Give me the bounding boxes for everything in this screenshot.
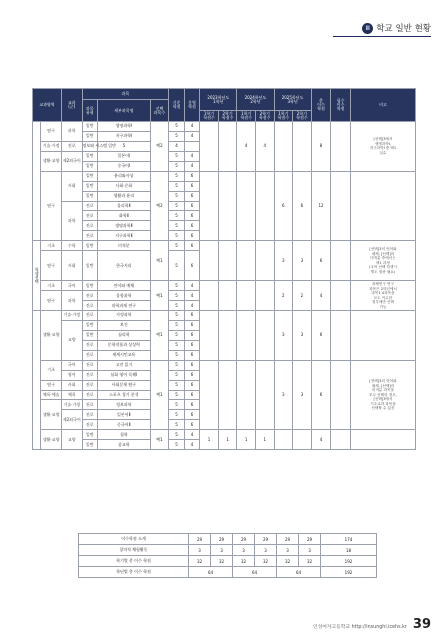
elective-cell: 택1 (150, 281, 169, 311)
credit-cell: 3 (274, 241, 293, 281)
area-cell: 탐구 (41, 251, 62, 281)
summary-label: 학기별 총 이수 학점 (79, 556, 189, 567)
op-credit-cell: 6 (184, 420, 199, 430)
curriculum-cell: 기술·가정 (61, 400, 82, 410)
area-cell: 생활·교양 (41, 311, 62, 361)
header-rule (333, 36, 431, 37)
type-cell: 진로 (61, 141, 82, 151)
subject-cell: 언어와 매체 (98, 281, 151, 291)
op-credit-cell: 4 (184, 430, 199, 440)
subject-cell: 고전 읽기 (98, 360, 151, 370)
op-credit-cell: 6 (184, 410, 199, 420)
credit-cell (218, 311, 237, 361)
required-credit-cell (331, 311, 351, 361)
total-credit-cell: 8 (311, 122, 331, 172)
th-sem1: 1학기 학점수 (200, 111, 219, 122)
subject-cell: 생활과 윤리 (98, 191, 151, 201)
elective-cell: 택2 (150, 171, 169, 241)
base-credit-cell: 5 (169, 370, 184, 380)
th-sem2: 2학기 학점수 (218, 111, 237, 122)
remark-cell (350, 311, 415, 361)
type-cell: 진로 (82, 231, 97, 241)
op-credit-cell: 6 (184, 241, 199, 251)
curriculum-cell: 사회 (61, 380, 82, 390)
credit-cell (255, 311, 274, 361)
subject-cell: 스포츠 경기 분석 (98, 390, 151, 400)
area-cell: 기술·가정 (41, 141, 62, 151)
type-cell: 일반 (82, 241, 97, 251)
th-base-credits: 기준 학점 (169, 89, 184, 122)
subject-cell: 심화 영어 독해Ⅰ (98, 370, 151, 380)
th-elective-count: 선택 과목수 (150, 100, 169, 122)
curriculum-cell: 과학 (61, 201, 82, 241)
op-credit-cell: 4 (184, 291, 199, 301)
summary-label: 학년별 총 이수 학점 (79, 567, 189, 578)
credit-cell (237, 171, 256, 241)
op-credit-cell: 6 (184, 350, 199, 360)
summary-value: 32 (211, 556, 233, 567)
area-cell: 탐구 (41, 380, 62, 390)
required-credit-cell (331, 171, 351, 241)
summary-row (79, 545, 377, 556)
remark-cell: [선택]3의 언어와 매체, [선택]의 미적분 과목을 모두 선택한 경우, [선택]3에서 기초교과 과목을 선택할 수 있음 (350, 360, 415, 430)
elective-cell: 택2 (150, 122, 169, 172)
subject-cell: 미적분 (98, 241, 151, 251)
table-row (33, 360, 416, 370)
summary-total: 192 (321, 556, 377, 567)
base-credit-cell: 5 (169, 410, 184, 420)
credit-cell: 1 (218, 430, 237, 450)
base-credit-cell: 5 (169, 211, 184, 221)
op-credit-cell: 6 (184, 390, 199, 400)
student-choice-label: 학생 선택 (33, 241, 41, 311)
required-credit-cell (331, 241, 351, 281)
base-credit-cell: 5 (169, 360, 184, 370)
op-credit-cell: 4 (169, 141, 184, 151)
th-sem1: 1학기 학점수 (237, 111, 256, 122)
th-sem1: 1학기 학점수 (274, 111, 293, 122)
op-credit-cell: 6 (184, 360, 199, 370)
subject-cell: 보건 (98, 320, 151, 330)
base-credit-cell: 5 (98, 141, 151, 151)
credit-cell: 4 (237, 122, 256, 172)
credit-cell: 3 (293, 241, 312, 281)
type-cell: 진로 (82, 390, 97, 400)
base-credit-cell: 5 (169, 291, 184, 301)
base-credit-cell: 5 (169, 350, 184, 360)
type-cell: 일반 (82, 440, 97, 450)
page-section-header (362, 20, 431, 36)
type-cell: 진로 (82, 410, 97, 420)
curriculum-cell: 제2외국어 (61, 151, 82, 171)
curriculum-cell: 제2외국어 (61, 410, 82, 430)
base-credit-cell: 5 (169, 131, 184, 141)
base-credit-cell: 5 (169, 390, 184, 400)
type-cell: 진로 (82, 420, 97, 430)
summary-value: 29 (211, 534, 233, 545)
credit-cell (218, 241, 237, 281)
area-cell: 체육·예술 (41, 390, 62, 400)
op-credit-cell: 6 (184, 320, 199, 330)
type-cell: 일반 (82, 330, 97, 340)
th-sem2: 2학기 학점수 (293, 111, 312, 122)
th-sem2: 2학기 학점수 (255, 111, 274, 122)
type-cell: 일반 (82, 122, 97, 132)
summary-row (79, 534, 377, 545)
base-credit-cell: 5 (169, 281, 184, 291)
type-cell: 일반 (82, 251, 97, 281)
subject-cell: 일본어Ⅱ (98, 410, 151, 420)
credit-cell: 6 (293, 171, 312, 241)
th-area: 교과영역 (33, 89, 62, 122)
subject-cell: 가정과학 (98, 311, 151, 321)
subject-cell: 심리학 (98, 330, 151, 340)
base-credit-cell: 5 (169, 251, 184, 281)
summary-value: 3 (211, 545, 233, 556)
subject-cell: 사회문제 탐구 (98, 380, 151, 390)
curriculum-table (32, 88, 416, 450)
base-credit-cell: 5 (169, 171, 184, 181)
op-credit-cell: 4 (184, 131, 199, 141)
curriculum-cell: 과학 (61, 291, 82, 311)
op-credit-cell: 6 (184, 311, 199, 321)
curriculum-cell: 기술·가정 (61, 311, 82, 321)
summary-value: 3 (299, 545, 321, 556)
base-credit-cell: 5 (169, 241, 184, 251)
summary-value: 29 (255, 534, 277, 545)
table-row (33, 171, 416, 181)
elective-cell: 택1 (150, 311, 169, 361)
credit-cell: 2 (274, 281, 293, 311)
credit-cell (255, 281, 274, 311)
type-cell: 진로 (82, 350, 97, 360)
page-number: 39 (412, 617, 431, 632)
base-credit-cell: 5 (169, 191, 184, 201)
base-credit-cell: 5 (169, 161, 184, 171)
type-cell: 일반 (82, 151, 97, 161)
area-cell: 기초 (41, 360, 62, 380)
credit-cell: 3 (293, 311, 312, 361)
th-remarks: 비고 (350, 89, 415, 122)
subject-cell: 융합과학 (98, 291, 151, 301)
subject-cell: 과학과제 연구 (98, 301, 151, 311)
op-credit-cell: 6 (184, 340, 199, 350)
subject-cell: 윤리와사상 (98, 171, 151, 181)
op-credit-cell: 6 (184, 330, 199, 340)
remark-cell (350, 430, 415, 450)
type-cell: 진로 (82, 380, 97, 390)
remark-cell: [선택]3에서 생명과학Ⅰ, 지구과학Ⅰ 중 택1 일수 (350, 122, 415, 172)
credit-cell (200, 281, 219, 311)
type-cell: 일반 (82, 281, 97, 291)
curriculum-cell: 국어 (61, 360, 82, 370)
base-credit-cell: 5 (169, 231, 184, 241)
op-credit-cell: 4 (184, 301, 199, 311)
base-credit-cell: 5 (169, 151, 184, 161)
area-cell: 탐구 (41, 291, 62, 311)
op-credit-cell: 6 (184, 251, 199, 281)
area-cell: 생활·교양 (41, 400, 62, 430)
section-number-badge: Ⅲ (362, 23, 373, 34)
elective-cell: 택1 (150, 430, 169, 450)
subject-cell: 중국어Ⅱ (98, 420, 151, 430)
required-credit-cell (331, 360, 351, 430)
area-cell: 기초 (41, 241, 62, 251)
summary-value: 3 (189, 545, 211, 556)
op-credit-cell: 6 (184, 380, 199, 390)
subject-cell: 지구과학Ⅰ (98, 131, 151, 141)
summary-value: 29 (189, 534, 211, 545)
credit-cell: 2 (293, 281, 312, 311)
credit-cell (218, 281, 237, 311)
total-credit-cell: 6 (311, 311, 331, 361)
subject-cell: 정보과학 (98, 400, 151, 410)
area-cell: 탐구 (41, 122, 62, 142)
op-credit-cell: 4 (184, 281, 199, 291)
subject-cell: 세계시민교육 (98, 350, 151, 360)
th-required-credits: 필수 이수 학점 (331, 89, 351, 122)
page-footer (313, 617, 431, 632)
base-credit-cell: 5 (169, 330, 184, 340)
curriculum-cell: 사회 (61, 251, 82, 281)
elective-cell: 택1 (150, 360, 169, 430)
subject-cell: 생명과학Ⅰ (98, 122, 151, 132)
credit-cell: 1 (255, 430, 274, 450)
summary-value: 3 (233, 545, 255, 556)
type-cell: 진로 (82, 370, 97, 380)
total-credit-cell: 4 (311, 281, 331, 311)
credit-cell (237, 281, 256, 311)
curriculum-cell: 교양 (61, 430, 82, 450)
summary-total: 18 (321, 545, 377, 556)
base-credit-cell: 5 (169, 301, 184, 311)
credit-cell: 1 (200, 430, 219, 450)
required-credit-cell (331, 430, 351, 450)
subject-cell: 한국지리 (98, 251, 151, 281)
summary-value: 3 (255, 545, 277, 556)
curriculum-cell: 수학 (61, 241, 82, 251)
credit-cell (274, 430, 293, 450)
credit-cell (255, 171, 274, 241)
op-credit-cell: 4 (184, 151, 199, 161)
credit-cell (255, 241, 274, 281)
type-cell: 일반 (82, 131, 97, 141)
type-cell: 일반 (82, 430, 97, 440)
credit-cell (274, 122, 293, 172)
table-row (33, 281, 416, 291)
th-year-2025: 2025학년도 3학년 (274, 89, 311, 111)
total-credit-cell: 6 (311, 241, 331, 281)
th-detail-subject: 세부과목명 (98, 100, 151, 122)
th-total-credits: 총 이수 학점 (311, 89, 331, 122)
required-credit-cell (331, 281, 351, 311)
subject-cell: 물리학Ⅱ (98, 201, 151, 211)
op-credit-cell: 6 (184, 221, 199, 231)
curriculum-cell: 사회 (61, 171, 82, 201)
credit-cell (237, 311, 256, 361)
credit-cell: 1 (237, 430, 256, 450)
total-credit-cell: 12 (311, 171, 331, 241)
credit-cell: 3 (293, 360, 312, 430)
side-spacer (33, 122, 41, 241)
type-cell: 일반 (82, 181, 97, 191)
remark-cell: 과제연구 연구 과목은 2학년에서 과목1 4과목을 모두 이수한 경우에만 선택 가능 (350, 281, 415, 311)
curriculum-cell: 국어 (61, 281, 82, 291)
op-credit-cell: 6 (184, 400, 199, 410)
credit-cell (218, 360, 237, 430)
subject-cell: 일본어Ⅰ (98, 151, 151, 161)
op-credit-cell: 6 (184, 211, 199, 221)
summary-value: 29 (233, 534, 255, 545)
summary-row (79, 556, 377, 567)
subject-cell: 화학Ⅱ (98, 211, 151, 221)
op-credit-cell: 6 (184, 171, 199, 181)
op-credit-cell: 4 (184, 440, 199, 450)
table-row (33, 430, 416, 440)
summary-value: 32 (299, 556, 321, 567)
base-credit-cell: 5 (169, 440, 184, 450)
summary-row (79, 567, 377, 578)
total-credit-cell: 4 (311, 430, 331, 450)
op-credit-cell: 6 (184, 181, 199, 191)
table-row (33, 311, 416, 321)
base-credit-cell: 5 (169, 430, 184, 440)
op-credit-cell: 6 (184, 191, 199, 201)
remark-cell: [선택]3의 언어와 매체, [선택]의 미적분 중에서는 택1 과정 (국어 선택 학생시 별도 집중 필요) (350, 241, 415, 281)
type-cell: 진로 (82, 221, 97, 231)
required-credit-cell (331, 122, 351, 172)
type-cell: 일반 (82, 191, 97, 201)
subject-cell: 종교학 (98, 440, 151, 450)
th-subject: 과목 (82, 89, 169, 100)
type-cell: 진로 (82, 360, 97, 370)
summary-label: 창의적 체험활동 (79, 545, 189, 556)
curriculum-cell: 과학 (61, 122, 82, 142)
summary-value: 29 (299, 534, 321, 545)
base-credit-cell: 5 (169, 311, 184, 321)
summary-label: 이수학점 소계 (79, 534, 189, 545)
th-curriculum: 교과 (군) (61, 89, 82, 122)
credit-cell: 3 (274, 311, 293, 361)
base-credit-cell: 5 (169, 221, 184, 231)
th-subject-type: 과목 유형 (82, 100, 97, 122)
area-cell: 기초 (41, 281, 62, 291)
side-spacer (33, 311, 41, 450)
area-cell: 생활·교양 (41, 430, 62, 450)
subject-cell: 사회·문화 (98, 181, 151, 191)
base-credit-cell: 5 (169, 400, 184, 410)
subject-cell: 생명과학Ⅱ (98, 221, 151, 231)
type-cell: 진로 (82, 211, 97, 221)
op-credit-cell: 6 (184, 231, 199, 241)
credit-cell (218, 122, 237, 172)
summary-value: 32 (277, 556, 299, 567)
area-cell: 생활·교양 (41, 151, 62, 171)
credit-cell (200, 171, 219, 241)
curriculum-cell: 영어 (61, 370, 82, 380)
table-row (33, 241, 416, 251)
type-cell: 진로 (82, 400, 97, 410)
curriculum-cell: 교양 (61, 320, 82, 360)
th-op-credits: 운영 학점 (184, 89, 199, 122)
credit-cell (200, 360, 219, 430)
section-title: 학교 일반 현황 (376, 24, 431, 34)
credit-cell (293, 122, 312, 172)
th-year-2023: 2023학년도 1학년 (200, 89, 237, 111)
type-cell: 일반 (82, 161, 97, 171)
type-cell: 진로 (82, 340, 97, 350)
credit-cell (237, 241, 256, 281)
summary-total: 174 (321, 534, 377, 545)
credit-cell (237, 360, 256, 430)
summary-value: 64 (233, 567, 277, 578)
summary-value: 32 (255, 556, 277, 567)
credit-cell (218, 171, 237, 241)
summary-value: 64 (189, 567, 233, 578)
remark-cell (350, 171, 415, 241)
op-credit-cell: 4 (184, 122, 199, 132)
credit-cell (255, 360, 274, 430)
summary-value: 3 (277, 545, 299, 556)
table-row (33, 122, 416, 132)
credit-cell: 3 (274, 360, 293, 430)
subject-cell: 철학 (98, 430, 151, 440)
elective-cell: 택1 (150, 241, 169, 281)
subject-cell: 문학작품과 상상력 (98, 340, 151, 350)
area-cell: 탐구 (41, 171, 62, 241)
type-cell: 일반 (82, 320, 97, 330)
credit-cell: 4 (255, 122, 274, 172)
op-credit-cell: 6 (184, 370, 199, 380)
credit-cell: 6 (274, 171, 293, 241)
type-cell: 진로 (82, 301, 97, 311)
th-year-2024: 2024학년도 2학년 (237, 89, 274, 111)
summary-value: 32 (233, 556, 255, 567)
base-credit-cell: 5 (169, 122, 184, 132)
curriculum-cell: 체육 (61, 390, 82, 400)
type-cell: 진로 (82, 311, 97, 321)
subject-cell: 지구과학Ⅱ (98, 231, 151, 241)
base-credit-cell: 5 (169, 380, 184, 390)
base-credit-cell: 5 (169, 201, 184, 211)
type-cell: 일반 (82, 171, 97, 181)
base-credit-cell: 5 (169, 340, 184, 350)
summary-value: 29 (277, 534, 299, 545)
subject-cell: 중국어Ⅰ (98, 161, 151, 171)
credit-cell (200, 311, 219, 361)
credit-summary-table (78, 533, 377, 578)
base-credit-cell: 5 (169, 181, 184, 191)
type-cell: 진로 (82, 201, 97, 211)
summary-value: 32 (189, 556, 211, 567)
op-credit-cell: 4 (184, 161, 199, 171)
school-website-link[interactable]: 인성여자고등학교 http://insunghi.icehs.kr (312, 625, 407, 630)
summary-total: 192 (321, 567, 377, 578)
credit-cell (200, 122, 219, 172)
subject-cell: 정보와 시스템 일반 (82, 141, 97, 151)
base-credit-cell: 5 (169, 420, 184, 430)
total-credit-cell: 6 (311, 360, 331, 430)
op-credit-cell: 6 (184, 201, 199, 211)
summary-value: 64 (277, 567, 321, 578)
credit-cell (200, 241, 219, 281)
credit-cell (293, 430, 312, 450)
base-credit-cell: 5 (169, 320, 184, 330)
type-cell: 진로 (82, 291, 97, 301)
